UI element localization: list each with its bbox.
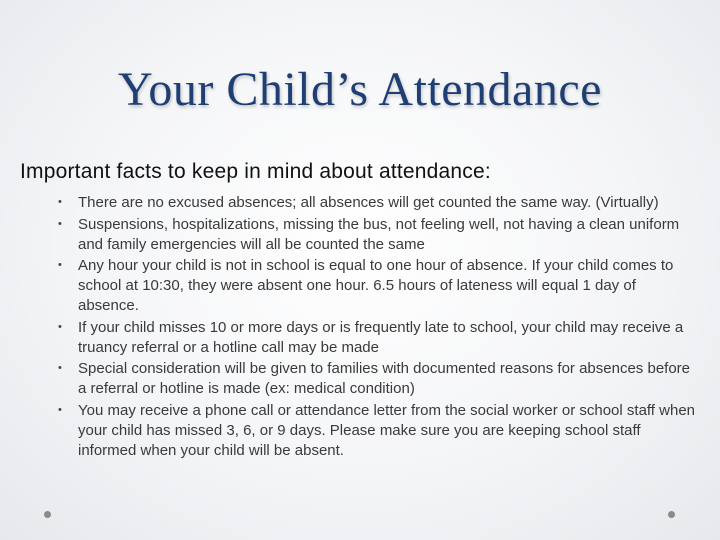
bullet-item (58, 215, 698, 255)
bullet-dot-icon: • (58, 320, 62, 333)
bullet-text: If your child misses 10 or more days or is frequently late to school, your child may receive a truancy referral or a hotline call may be made (78, 318, 684, 356)
corner-dot-left-icon (44, 511, 51, 518)
slide-title: Your Child’s Attendance (118, 63, 602, 116)
bullet-text: Any hour your child is not in school is equal to one hour of absence. If your child comes to school at 10:30, they were absent one hour. 6.5 hours of lateness will equal 1 day of absence. (78, 257, 674, 314)
bullet-item (58, 193, 698, 213)
bullet-list (58, 193, 698, 462)
bullet-dot-icon: • (58, 217, 62, 230)
bullet-text: There are no excused absences; all absences will get counted the same way. (Virtually) (78, 194, 659, 211)
slide-subtitle: Important facts to keep in mind about attendance: (20, 160, 491, 183)
bullet-item (58, 318, 698, 358)
bullet-item (58, 359, 698, 399)
bullet-text: Special consideration will be given to families with documented reasons for absences before a referral or hotline is made (ex: medical condition) (78, 360, 691, 398)
bullet-item (58, 401, 698, 460)
bullet-item (58, 256, 698, 315)
bullet-dot-icon: • (58, 362, 62, 375)
bullet-text: Suspensions, hospitalizations, missing the bus, not feeling well, not having a clean uniform and family emergencies will all be counted the same (78, 215, 680, 253)
bullet-dot-icon: • (58, 196, 62, 208)
bullet-text: You may receive a phone call or attendance letter from the social worker or school staff when your child has missed 3, 6, or 9 days. Please make sure you are keeping school staff informed when your child will be absent. (78, 401, 695, 459)
bullet-dot-icon: • (58, 403, 62, 416)
bullet-dot-icon: • (58, 259, 62, 272)
corner-dot-right-icon (668, 511, 675, 518)
